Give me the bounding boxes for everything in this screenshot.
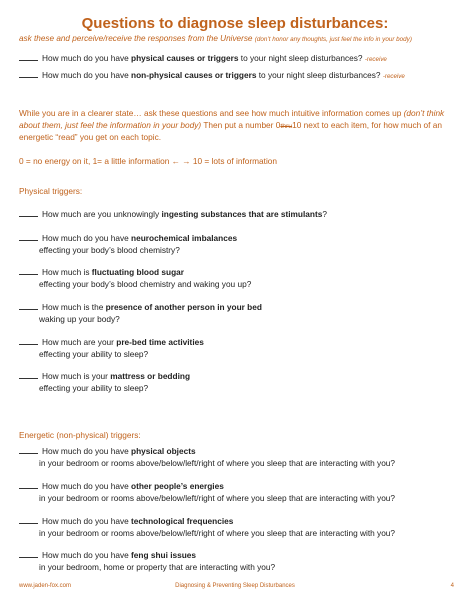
- answer-blank[interactable]: [19, 71, 38, 78]
- question-stimulants: How much are you unknowingly ingesting substances that are stimulants?: [19, 209, 459, 221]
- question-mattress: How much is your mattress or bedding effecting your ability to sleep?: [19, 371, 459, 394]
- question-feng-shui: How much do you have feng shui issues in your bedroom, home or property that are interacting with you?: [19, 550, 459, 573]
- question-physical-causes: How much do you have physical causes or triggers to your night sleep disturbances? -receive: [19, 53, 459, 66]
- energetic-triggers-heading: Energetic (non-physical) triggers:: [19, 430, 141, 440]
- receive-tag: -receive: [382, 73, 405, 80]
- answer-blank[interactable]: [19, 551, 38, 558]
- answer-blank[interactable]: [19, 517, 38, 524]
- question-non-physical-causes: How much do you have non-physical causes or triggers to your night sleep disturbances? -receive: [19, 70, 459, 83]
- footer-title: Diagnosing & Preventing Sleep Disturbances: [175, 583, 295, 589]
- physical-triggers-heading: Physical triggers:: [19, 186, 83, 196]
- answer-blank[interactable]: [19, 372, 38, 379]
- question-physical-objects: How much do you have physical objects in your bedroom or rooms above/below/left/right of where you sleep that are interacting with you?: [19, 446, 459, 469]
- answer-blank[interactable]: [19, 234, 38, 241]
- answer-blank[interactable]: [19, 482, 38, 489]
- page-title: Questions to diagnose sleep disturbances:: [81, 15, 389, 32]
- answer-blank[interactable]: [19, 338, 38, 345]
- subtitle-main: ask these and perceive/receive the responses from the Universe: [19, 34, 253, 43]
- question-blood-sugar: How much is fluctuating blood sugar effecting your body’s blood chemistry and waking you up?: [19, 267, 459, 290]
- question-technological-frequencies: How much do you have technological frequencies in your bedroom or rooms above/below/left/right of where you sleep that are interacting with you?: [19, 516, 459, 539]
- answer-blank[interactable]: [19, 54, 38, 61]
- question-other-energies: How much do you have other people’s energies in your bedroom or rooms above/below/left/right of where you sleep that are interacting with you?: [19, 481, 459, 504]
- answer-blank[interactable]: [19, 210, 38, 217]
- instructions-paragraph: While you are in a clearer state… ask these questions and see how much intuitive information comes up (don’t think about them, just feel the information in your body) Then put a number 0thru10 next to each item, for how much of an energetic “read” you get on each topic.: [19, 108, 445, 143]
- question-pre-bed-activities: How much are your pre-bed time activities effecting your ability to sleep?: [19, 337, 459, 360]
- answer-blank[interactable]: [19, 447, 38, 454]
- rating-scale: 0 = no energy on it, 1= a little information ← → 10 = lots of information: [19, 156, 278, 166]
- answer-blank[interactable]: [19, 303, 38, 310]
- answer-blank[interactable]: [19, 268, 38, 275]
- subtitle: [19, 34, 459, 43]
- question-neurochemical: How much do you have neurochemical imbalances effecting your body’s blood chemistry?: [19, 233, 459, 256]
- receive-tag: -receive: [364, 56, 387, 63]
- subtitle-note: (don’t honor any thoughts, just feel the info in your body): [254, 36, 412, 43]
- question-bed-partner: How much is the presence of another person in your bed waking up your body?: [19, 302, 459, 325]
- footer-website: www.jaden-fox.com: [19, 583, 72, 589]
- page-number: 4: [450, 583, 454, 589]
